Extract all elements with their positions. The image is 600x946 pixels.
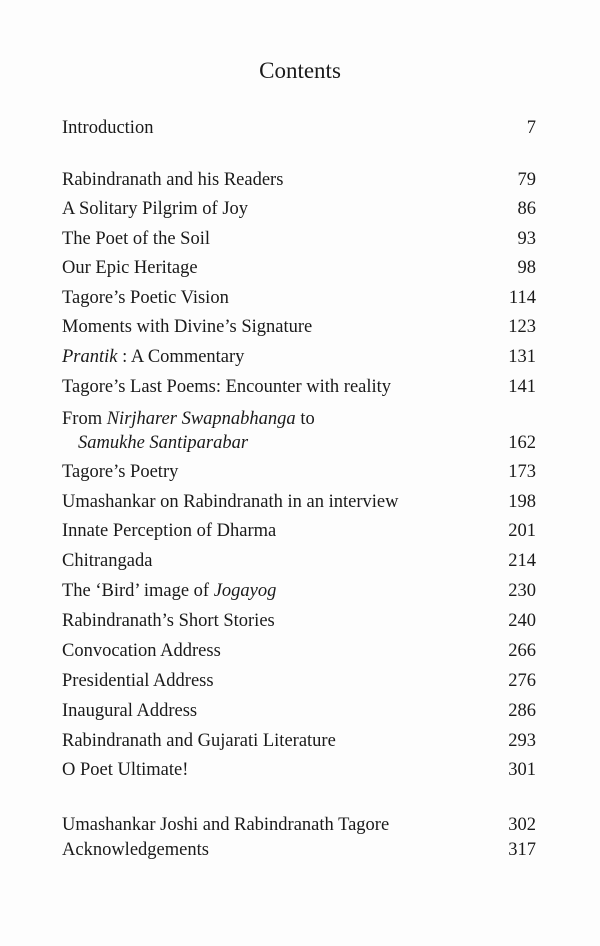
- toc-entry-page: 301: [508, 760, 536, 780]
- toc-entry-title: [62, 169, 283, 191]
- title-part: Rabindranath and Gujarati Literature: [62, 731, 336, 751]
- toc-entry-title: [62, 287, 229, 309]
- toc-entry-page: 240: [508, 611, 536, 631]
- toc-entry-page: 86: [517, 199, 536, 219]
- toc-entry-page: 201: [508, 521, 536, 541]
- toc-entry-page: 198: [508, 492, 536, 512]
- italic-title-part: Prantik: [62, 347, 118, 367]
- title-part: Rabindranath’s Short Stories: [62, 611, 275, 631]
- title-part: The ‘Bird’ image of: [62, 581, 214, 601]
- title-part: Umashankar on Rabindranath in an interview: [62, 492, 399, 512]
- toc-entry-title: [62, 316, 312, 338]
- title-part: Tagore’s Poetry: [62, 462, 179, 482]
- toc-entry-title: [62, 461, 178, 483]
- toc-entry-title: [62, 408, 315, 430]
- toc-entry-title: [62, 198, 248, 220]
- title-part: Moments with Divine’s Signature: [62, 317, 313, 337]
- toc-entry-page: 141: [508, 377, 536, 397]
- toc-entry-page: 173: [508, 462, 536, 482]
- title-part: Tagore’s Last Poems: Encounter with reality: [62, 377, 392, 397]
- toc-entry-title: [62, 346, 244, 368]
- title-part: Presidential Address: [62, 671, 214, 691]
- title-part: Inaugural Address: [62, 701, 198, 721]
- toc-entry-title: [62, 759, 188, 781]
- title-part: From: [62, 409, 107, 429]
- toc-entry-page: 7: [526, 118, 536, 138]
- toc-entry-title: [62, 550, 152, 572]
- title-part: Tagore’s Poetic Vision: [62, 288, 229, 308]
- title-part: Rabindranath and his Readers: [62, 170, 284, 190]
- toc-entry-title: [62, 580, 276, 602]
- title-part: : A Commentary: [117, 347, 245, 367]
- toc-entry-title: [62, 257, 198, 279]
- toc-entry-page: 214: [508, 551, 536, 571]
- toc-entry-page: 276: [508, 671, 536, 691]
- italic-title-part: Nirjharer Swapnabhanga: [106, 409, 296, 429]
- title-part: A Solitary Pilgrim of Joy: [62, 199, 249, 219]
- toc-entry-title: [62, 730, 336, 752]
- title-part: Introduction: [62, 118, 154, 138]
- toc-entry-title: [62, 814, 389, 836]
- title-part: Chitrangada: [62, 551, 153, 571]
- toc-entry-title: [62, 670, 214, 692]
- toc-entry-title: [62, 610, 275, 632]
- toc-entry-page: 93: [517, 229, 536, 249]
- toc-entry-title: [62, 839, 209, 861]
- toc-entry-page: 286: [508, 701, 536, 721]
- toc-entry-page: 302: [508, 815, 536, 835]
- title-part: Umashankar Joshi and Rabindranath Tagore: [62, 815, 390, 835]
- title-part: O Poet Ultimate!: [62, 760, 189, 780]
- toc-entry-page: 123: [508, 317, 536, 337]
- toc-entry-page: 98: [517, 258, 536, 278]
- toc-entry-page: 317: [508, 840, 536, 860]
- toc-entry-page: 114: [508, 288, 536, 308]
- toc-entry-page: 131: [508, 347, 536, 367]
- title-part: Innate Perception of Dharma: [62, 521, 277, 541]
- italic-title-part: Samukhe Santiparabar: [78, 433, 249, 453]
- title-part: The Poet of the Soil: [62, 229, 210, 249]
- title-part: to: [295, 409, 315, 429]
- toc-entry-page: 162: [508, 433, 536, 453]
- page-title: Contents: [259, 58, 341, 83]
- toc-entry-title: [78, 432, 248, 454]
- toc-entry-title: [62, 640, 221, 662]
- toc-entry-title: [62, 228, 210, 250]
- italic-title-part: Jogayog: [213, 581, 277, 601]
- toc-entry-title: [62, 117, 153, 139]
- toc-entry-title: [62, 491, 399, 513]
- title-part: Convocation Address: [62, 641, 221, 661]
- toc-entry-title: [62, 520, 276, 542]
- title-part: Acknowledgements: [62, 840, 209, 860]
- toc-entry-page: 293: [508, 731, 536, 751]
- toc-entry-title: [62, 700, 197, 722]
- toc-entry-page: 266: [508, 641, 536, 661]
- toc-entry-page: 79: [517, 170, 536, 190]
- toc-entry-page: 230: [508, 581, 536, 601]
- toc-entry-title: [62, 376, 391, 398]
- title-part: Our Epic Heritage: [62, 258, 198, 278]
